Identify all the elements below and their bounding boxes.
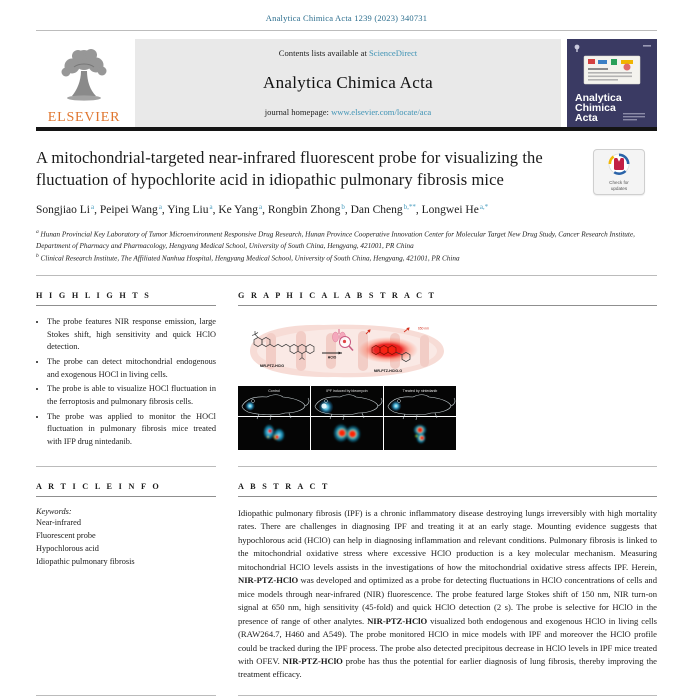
- highlight-item: • The probe is able to visualize HOCl fluctuation in the ferroptosis and pulmonary fibrosis cells.: [47, 383, 216, 408]
- panel-label-control: Control: [268, 389, 280, 394]
- elsevier-wordmark: ELSEVIER: [47, 110, 121, 125]
- author: Dan Cheng$^{b,**}$,: [350, 202, 422, 217]
- author: Rongbin Zhong$^b$,: [267, 202, 351, 217]
- keyword: Hypochlorous acid: [36, 544, 99, 554]
- highlight-item: • The probe features NIR response emission, large Stokes shift, high sensitivity and quick HClO detection.: [47, 316, 216, 353]
- homepage-line: [265, 107, 431, 117]
- probe-name-bold: NIR-PTZ-HClO: [282, 655, 343, 666]
- emission-label: 650 nm: [418, 326, 429, 331]
- abstract-header: A B S T R A C T: [238, 481, 330, 491]
- affiliations: [36, 228, 657, 264]
- crossmark-icon: [608, 153, 630, 180]
- author: Longwei $He^{a,*}$: [421, 202, 489, 217]
- bottom-divider-row: [36, 682, 657, 696]
- highlights-rule: [36, 305, 216, 306]
- contents-text: Contents lists available at: [278, 48, 369, 58]
- check-for-updates-badge[interactable]: [593, 149, 645, 195]
- highlights-ga-row: [36, 276, 657, 450]
- info-abstract-row: [36, 467, 657, 682]
- author: Ying Liu$^a$,: [167, 202, 219, 217]
- product-label: NIR-PTZ-HClO-O: [373, 369, 403, 374]
- contents-line: [279, 48, 417, 58]
- panel-label-treated: Treated by nintedanib: [402, 389, 438, 394]
- abstract-text: Idiopathic pulmonary fibrosis (IPF) is a chronic inflammatory disease destroying lungs irreversibly with high mortality rates. There are challenges in diagnosing IPF and treating it at an early stage. Mounting evidence suggests that hypochlorous acid (HClO) can help in diagnosing inflammation and relevant conditions. Pulmonary fibrosis is linked to the mitochondrial oxidative stress where excessive HClO production is a key molecular mechanism. Measuring mitochondrial HClO levels assists in the investigations of how the mitochondrial oxidative stress affects IPF. Herein, NIR-PTZ-HClO was developed and optimized as a probe for detecting fluctuations in HClO concentrations of cells and mice models through near-infrared (NIR) fluorescence. The probe featured large Stokes shift of 150 nm, NIR turn-on signal at 650 nm, high sensitivity (45-fold) and quick HClO detection (2 s). The probe is selective for HClO in the presence of range of other analytes. NIR-PTZ-HClO visualized both endogenous and exogenous HClO in living cells (RAW264.7, H460 and A549). The probe monitored HClO in mice models with IPF and moreover the HClO profile could be tracked during the IPF process. The probe also detected precipitous decrease in HClO levels in IPF mice treated with OFEV. NIR-PTZ-HClO probe has thus the potential for earlier diagnosis of lung fibrosis, thereby improving the treatment efficacy.: [238, 507, 658, 680]
- elsevier-logo[interactable]: [36, 39, 132, 127]
- panel-label-ipf: IPF induced by bleomycin: [326, 389, 368, 394]
- keyword: Near-infrared: [36, 517, 81, 527]
- probe-name-bold: NIR-PTZ-HClO: [238, 575, 299, 586]
- affiliation-b: $^b$ Clinical Research Institute, The Affiliated Nanhua Hospital, Hengyang Medical School, University of South China, Hengyang, 421001, PR China: [36, 252, 460, 263]
- elsevier-tree-icon: [52, 47, 116, 110]
- journal-masthead: [36, 39, 657, 127]
- trigger-label: HClO: [327, 355, 337, 360]
- author-list: [36, 202, 579, 220]
- journal-title: Analytica Chimica Acta: [263, 72, 433, 92]
- badge-label: Check for updates: [609, 180, 629, 191]
- graphical-abstract-column: [238, 276, 657, 450]
- article-info-column: [36, 467, 216, 682]
- section-divider-row: [36, 451, 657, 467]
- journal-citation[interactable]: Analytica Chimica Acta 1239 (2023) 340731: [265, 13, 428, 23]
- journal-cover-thumbnail[interactable]: [567, 39, 657, 127]
- keyword: Fluorescent probe: [36, 530, 96, 540]
- abstract-column: [238, 467, 657, 682]
- homepage-label: journal homepage:: [264, 107, 332, 117]
- article-info-header: A R T I C L E I N F O: [36, 481, 162, 491]
- highlights-column: [36, 276, 216, 450]
- highlights-header: H I G H L I G H T S: [36, 291, 152, 301]
- article-title: A mitochondrial-targeted near-infrared fluorescent probe for visualizing the fluctuation of hypochlorite acid in idiopathic pulmonary fibrosis mice: [36, 148, 543, 189]
- homepage-link[interactable]: www.elsevier.com/locate/aca: [331, 107, 432, 117]
- cover-figure-panel: [584, 56, 640, 84]
- graphical-abstract-header: G R A P H I C A L A B S T R A C T: [238, 291, 437, 301]
- cover-title-line2: Chimica: [575, 102, 616, 114]
- author: Peipei Wang$^a$,: [99, 202, 168, 217]
- author: Songjiao Li$^a$,: [36, 202, 100, 217]
- affiliation-a: $^a$ Hunan Provincial Key Laboratory of Tumor Microenvironment Responsive Drug Research, Hunan Province Cooperative Innovation Center for Molecular Target New Drug Study, Cancer Research Institute, Department of Pharmacy and Pharmacology, Hengyang Medical School, University of South China, Hengyang, 421001, PR China: [36, 229, 635, 250]
- sciencedirect-link[interactable]: ScienceDirect: [369, 48, 418, 58]
- journal-header-box: [135, 39, 561, 127]
- abstract-rule: [238, 496, 657, 497]
- graphical-abstract-rule: [238, 305, 657, 306]
- highlights-list: [47, 316, 216, 448]
- highlight-item: • The probe can detect mitochondrial endogenous and exogenous HOCl in living cells.: [47, 356, 216, 381]
- masthead-divider-bar: [36, 127, 657, 131]
- title-block: [36, 147, 657, 219]
- probe-label: NIR-PTZ-HClO: [259, 364, 285, 369]
- mouse-imaging-grid: [238, 386, 456, 450]
- probe-name-bold: NIR-PTZ-HClO: [367, 615, 428, 626]
- author: Ke Yang$^a$,: [218, 202, 268, 217]
- cover-title-line3: Acta: [575, 112, 598, 124]
- top-divider: [36, 30, 657, 31]
- keyword: Idiopathic pulmonary fibrosis: [36, 557, 135, 567]
- keywords-label: Keywords:: [36, 506, 72, 516]
- mitochondria-probe-scheme: [238, 320, 456, 382]
- highlight-item: • The probe was applied to monitor the HOCl fluctuation in pulmonary fibrosis mice treated with IFP drug nintedanib.: [47, 411, 216, 448]
- article-info-rule: [36, 496, 216, 497]
- cover-title-line1: Analytica: [575, 92, 622, 104]
- graphical-abstract-figure: [238, 320, 657, 450]
